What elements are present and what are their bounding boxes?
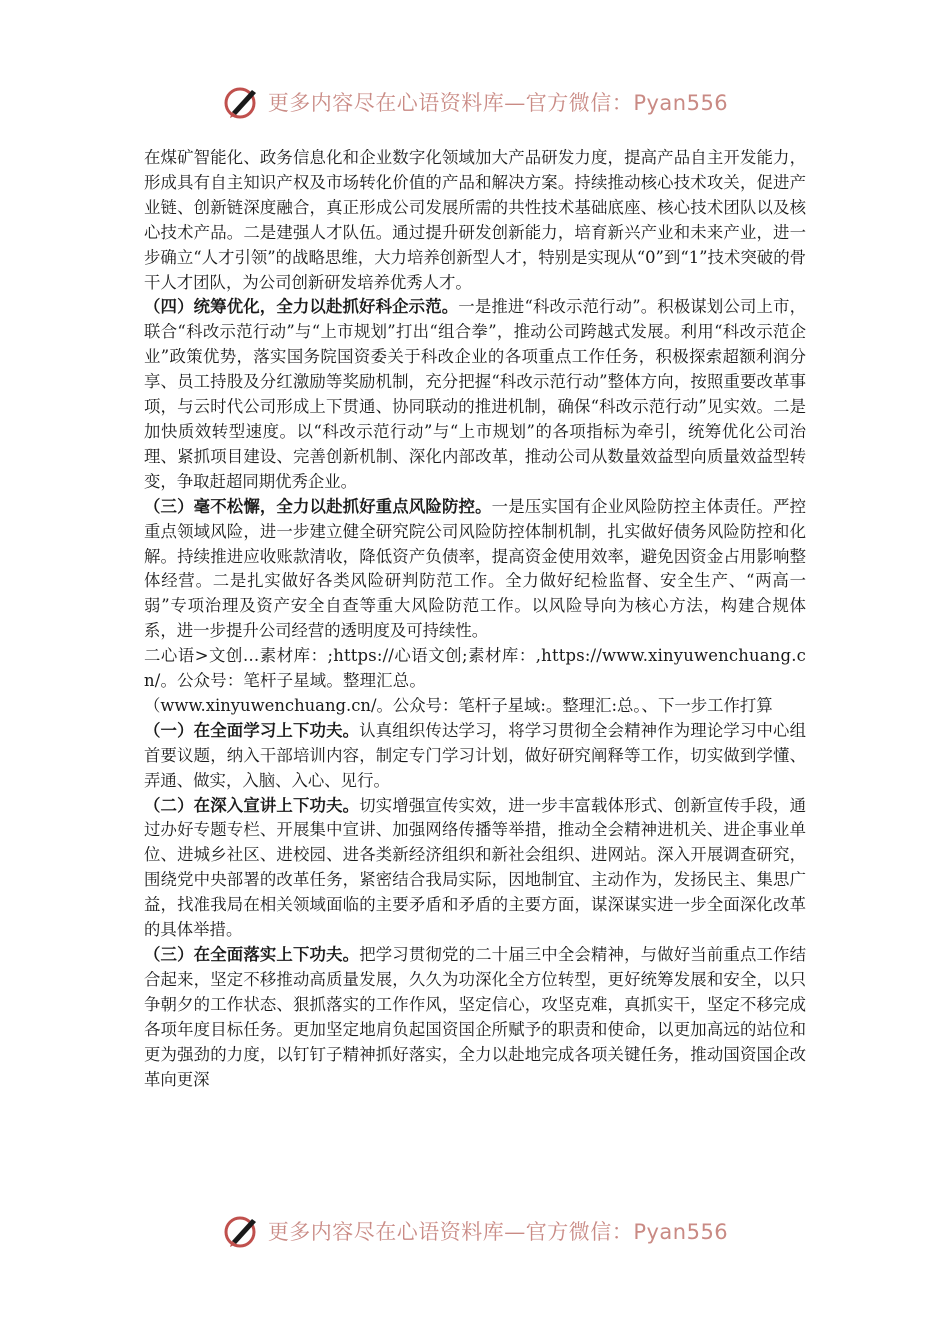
pen-logo-icon [222, 1211, 262, 1251]
paragraph-2: （四）统筹优化，全力以赴抓好科企示范。一是推进“科改示范行动”。积极谋划公司上市，联合“科改示范行动”与“上市规划”打出“组合拳”，推动公司跨越式发展。利用“科改示范企业”政策优势，落实国务院国资委关于科改企业的各项重点工作任务，积极探索超额利润分享、员工持股及分红激励等奖励机制，充分把握“科改示范行动”整体方向，按照重要改革事项，与云时代公司形成上下贯通、协同联动的推进机制，确保“科改示范行动”见实效。二是加快质效转型速度。以“科改示范行动”与“上市规划”的各项指标为牵引，统筹优化公司治理、紧抓项目建设、完善创新机制、深化内部改革，推动公司从数量效益型向质量效益型转变，争取赶超同期优秀企业。 [144, 297, 807, 491]
section-heading: （一）在全面学习上下功夫。 [144, 720, 360, 740]
paragraph-6: （一）在全面学习上下功夫。认真组织传达学习，将学习贯彻全会精神作为理论学习中心组首要议题，纳入干部培训内容，制定专门学习计划，做好研究阐释等工作，切实做到学懂、弄通、做实，入脑、入心、见行。 [144, 720, 806, 790]
paragraph-5: （www.xinyuwenchuang.cn/。公众号：笔杆子星域:。整理汇:总。、下一步工作打算 [144, 695, 773, 715]
paragraph-1: 在煤矿智能化、政务信息化和企业数字化领域加大产品研发力度，提高产品自主开发能力，形成具有自主知识产权及市场转化价值的产品和解决方案。持续推动核心技术攻关，促进产业链、创新链深度融合，真正形成公司发展所需的共性技术基础底座、核心技术团队以及核心技术产品。二是建强人才队伍。通过提升研发创新能力，培育新兴产业和未来产业，进一步确立“人才引领”的战略思维，大力培养创新型人才，特别是实现从“0”到“1”技术突破的骨干人才团队，为公司创新研发培养优秀人才。 [144, 148, 806, 292]
watermark-banner-top [0, 80, 950, 124]
paragraph-7: （二）在深入宣讲上下功夫。切实增强宣传实效，进一步丰富载体形式、创新宣传手段，通过办好专题专栏、开展集中宣讲、加强网络传播等举措，推动全会精神进机关、进企事业单位、进城乡社区、进校园、进各类新经济组织和新社会组织、进网站。深入开展调查研究，围绕党中央部署的改革任务，紧密结合我局实际，因地制宜、主动作为，发扬民主、集思广益，找准我局在相关领域面临的主要矛盾和矛盾的主要方面，谋深谋实进一步全面深化改革的具体举措。 [144, 795, 806, 940]
pen-logo-icon [222, 82, 262, 122]
watermark-text: 更多内容尽在心语资料库—官方微信：Pyan556 [267, 1220, 729, 1244]
paragraph-4: 二心语>文创…素材库：;https://心语文创;素材库：,https://www.xinyuwenchuang.cn/。公众号：笔杆子星域。整理汇总。 [144, 646, 806, 691]
watermark-text: 更多内容尽在心语资料库—官方微信：Pyan556 [267, 91, 729, 115]
section-heading: （三）在全面落实上下功夫。 [144, 945, 360, 964]
watermark-banner-bottom [0, 1209, 950, 1253]
paragraph-8: （三）在全面落实上下功夫。把学习贯彻党的二十届三中全会精神，与做好当前重点工作结合起来，坚定不移推动高质量发展，久久为功深化全方位转型，更好统筹发展和安全，以只争朝夕的工作状态、狠抓落实的工作作风，坚定信心，攻坚克难，真抓实干，坚定不移完成各项年度目标任务。更加坚定地肩负起国资国企所赋予的职责和使命，以更加高远的站位和更为强劲的力度，以钉钉子精神抓好落实，全力以赴地完成各项关键任务，推动国资国企改革向更深 [144, 945, 806, 1089]
section-heading: （三）毫不松懈，全力以赴抓好重点风险防控。 [144, 496, 492, 516]
section-heading: （二）在深入宣讲上下功夫。 [144, 795, 360, 815]
document-body [144, 146, 806, 1092]
paragraph-3: （三）毫不松懈，全力以赴抓好重点风险防控。一是压实国有企业风险防控主体责任。严控重点领域风险，进一步建立健全研究院公司风险防控体制机制，扎实做好债务风险防控和化解。持续推进应收账款清收，降低资产负债率，提高资金使用效率，避免因资金占用影响整体经营。二是扎实做好各类风险研判防范工作。全力做好纪检监督、安全生产、“两高一弱”专项治理及资产安全自查等重大风险防范工作。以风险导向为核心方法，构建合规体系，进一步提升公司经营的透明度及可持续性。 [144, 496, 807, 641]
wechat-id: Pyan556 [633, 1220, 729, 1244]
section-heading: （四）统筹优化，全力以赴抓好科企示范。 [144, 297, 459, 317]
wechat-id: Pyan556 [633, 91, 729, 115]
